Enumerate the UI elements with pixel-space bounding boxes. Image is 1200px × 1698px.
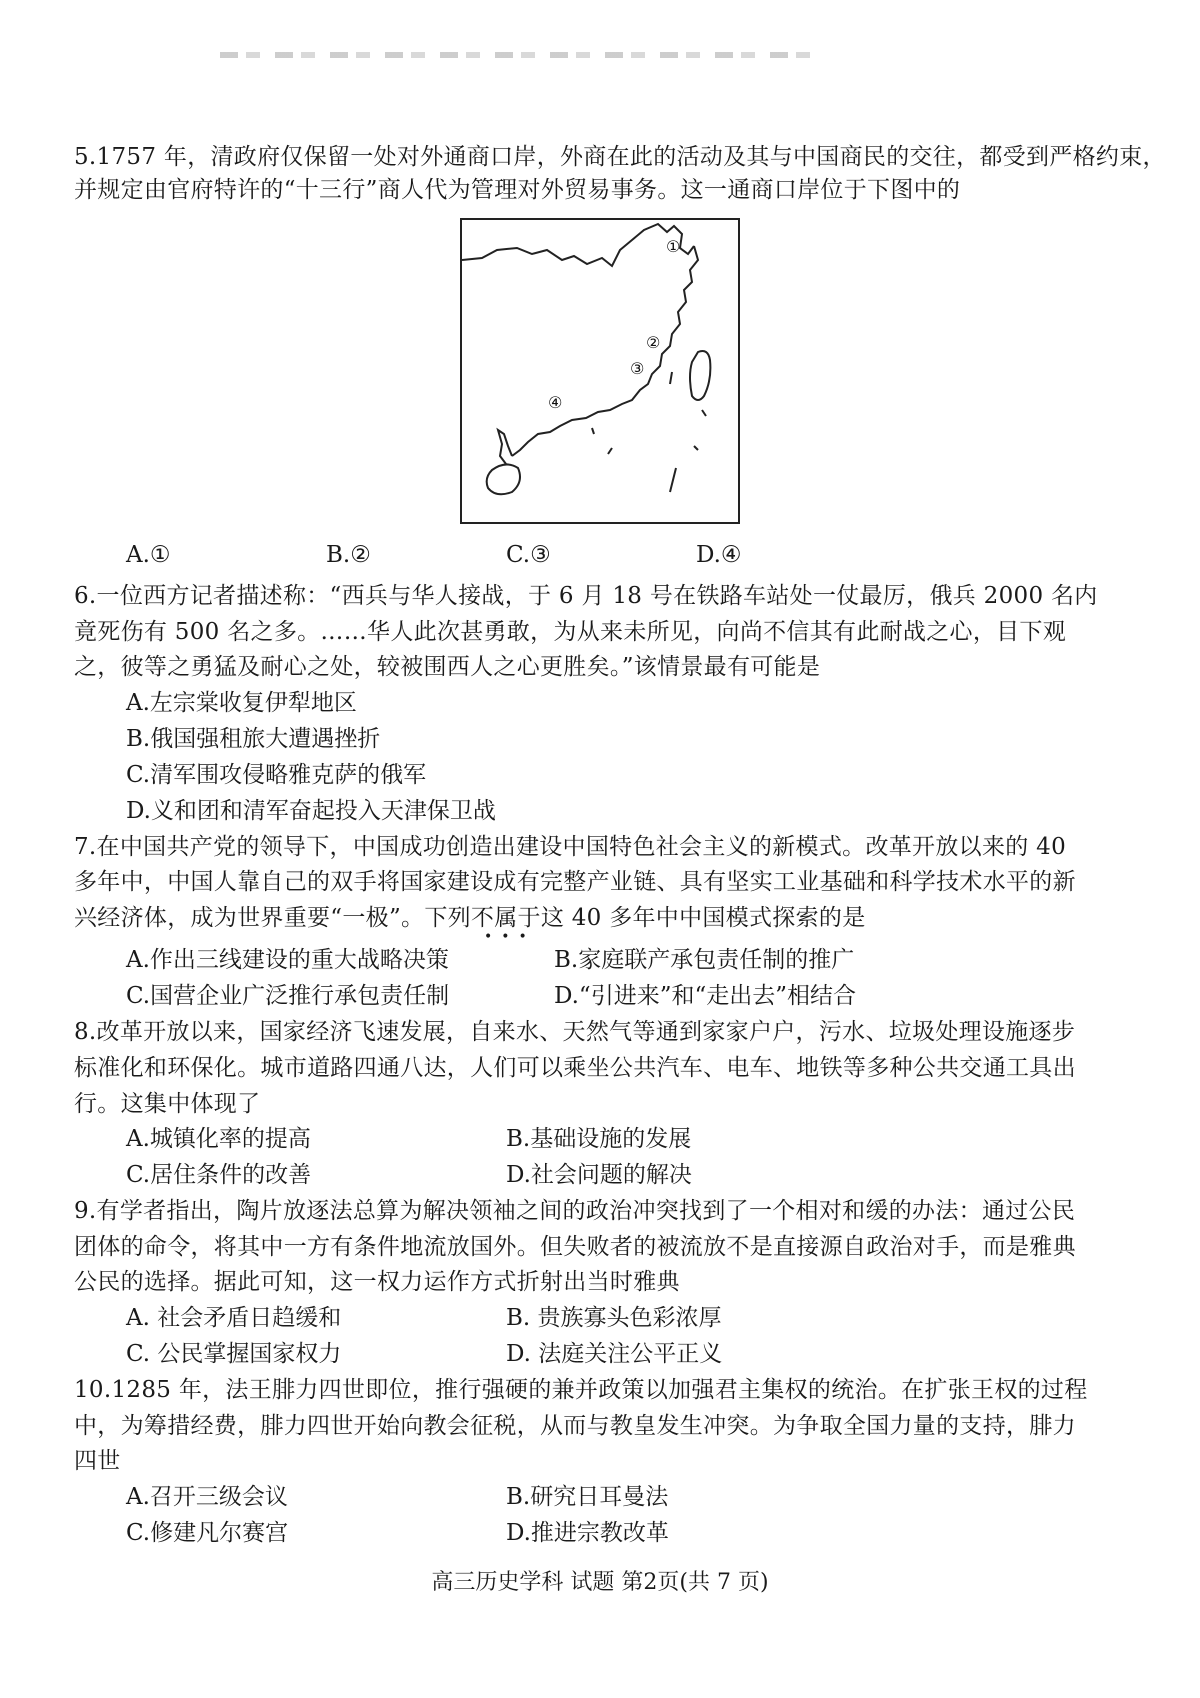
q10-option-d: D.推进宗教改革: [506, 1520, 669, 1546]
island-mark: [694, 446, 698, 450]
q7-option-a: A.作出三线建设的重大战略决策: [126, 947, 449, 973]
coastal-map: [460, 218, 740, 524]
map-marker-3: ③: [630, 359, 645, 378]
q6-option-a: A.左宗棠收复伊犁地区: [126, 690, 357, 716]
scan-artifact: [220, 52, 820, 58]
map-marker-2: ②: [646, 333, 661, 352]
q9-stem-line2: 团体的命令，将其中一方有条件地流放国外。但失败者的被流放不是直接源自政治对手，而是雅典: [74, 1234, 1076, 1260]
q5-option-d: D.④: [696, 542, 742, 568]
q8-stem-line2: 标准化和环保化。城市道路四通八达，人们可以乘坐公共汽车、电车、地铁等多种公共交通工具出: [74, 1055, 1076, 1081]
q10-option-c: C.修建凡尔赛宫: [126, 1520, 289, 1546]
q8-option-d: D.社会问题的解决: [506, 1162, 692, 1188]
page-footer: 高三历史学科 试题 第2页(共 7 页): [431, 1570, 769, 1595]
q5-stem-line1: 5.1757 年，清政府仅保留一处对外通商口岸，外商在此的活动及其与中国商民的交往，都受到严格约束，: [74, 144, 1166, 170]
q7-stem-line2: 多年中，中国人靠自己的双手将国家建设成有完整产业链、具有坚实工业基础和科学技术水平的新: [74, 869, 1076, 895]
hainan-island: [487, 464, 520, 494]
q7-option-d: D.“引进来”和“走出去”相结合: [554, 983, 856, 1009]
q10-stem-line1: 10.1285 年，法王腓力四世即位，推行强硬的兼并政策以加强君主集权的统治。在扩张王权的过程: [74, 1377, 1088, 1403]
map-marker-4: ④: [548, 393, 563, 412]
q9-option-d: D. 法庭关注公平正义: [506, 1341, 723, 1367]
q6-stem-line3: 之，彼等之勇猛及耐心之处，较被围西人之心更胜矣。”该情景最有可能是: [74, 654, 821, 680]
q9-stem-line3: 公民的选择。据此可知，这一权力运作方式折射出当时雅典: [74, 1269, 680, 1295]
q9-stem-line1: 9.有学者指出，陶片放逐法总算为解决领袖之间的政治冲突找到了一个相对和缓的办法：通过公民: [74, 1198, 1076, 1224]
q6-option-c: C.清军围攻侵略雅克萨的俄军: [126, 762, 427, 788]
emphasis-dots: •••: [484, 929, 536, 945]
island-mark: [670, 372, 672, 384]
q8-option-a: A.城镇化率的提高: [126, 1126, 311, 1152]
q8-stem-line3: 行。这集中体现了: [74, 1091, 261, 1117]
q7-stem-line1: 7.在中国共产党的领导下，中国成功创造出建设中国特色社会主义的新模式。改革开放以来的 40: [74, 834, 1067, 860]
q5-option-b: B.②: [326, 542, 371, 568]
q9-option-a: A. 社会矛盾日趋缓和: [126, 1305, 342, 1331]
q6-stem-line1: 6.一位西方记者描述称：“西兵与华人接战，于 6 月 18 号在铁路车站处一仗最厉，俄兵 2000 名内: [74, 583, 1098, 609]
q7-option-c: C.国营企业广泛推行承包责任制: [126, 983, 450, 1009]
q10-option-a: A.召开三级会议: [126, 1484, 288, 1510]
q7-stem-line3: 兴经济体，成为世界重要“一极”。下列不属于这 40 多年中中国模式探索的是: [74, 905, 866, 931]
map-marker-1: ①: [666, 237, 681, 256]
q10-stem-line2: 中，为筹措经费，腓力四世开始向教会征税，从而与教皇发生冲突。为争取全国力量的支持，腓力: [74, 1413, 1076, 1439]
q9-option-c: C. 公民掌握国家权力: [126, 1341, 342, 1367]
island-mark: [670, 468, 676, 492]
q8-option-b: B.基础设施的发展: [506, 1126, 692, 1152]
map-drawing: [462, 220, 738, 522]
inland-boundary-line: [462, 224, 694, 266]
island-mark: [702, 410, 706, 416]
q6-option-d: D.义和团和清军奋起投入天津保卫战: [126, 798, 496, 824]
island-mark: [592, 428, 594, 434]
q10-option-b: B.研究日耳曼法: [506, 1484, 669, 1510]
q6-option-b: B.俄国强租旅大遭遇挫折: [126, 726, 381, 752]
taiwan-island: [690, 351, 710, 400]
q9-option-b: B. 贵族寡头色彩浓厚: [506, 1305, 722, 1331]
east-coastline: [512, 246, 698, 456]
q5-option-c: C.③: [506, 542, 551, 568]
q7-option-b: B.家庭联产承包责任制的推广: [554, 947, 855, 973]
q6-stem-line2: 竟死伤有 500 名之多。……华人此次甚勇敢，为从来未所见，向尚不信其有此耐战之心，目下观: [74, 619, 1067, 645]
island-mark: [608, 448, 612, 454]
peninsula-outline: [498, 430, 512, 464]
q5-option-a: A.①: [126, 542, 171, 568]
q8-option-c: C.居住条件的改善: [126, 1162, 312, 1188]
q10-stem-line3: 四世: [74, 1448, 121, 1474]
q8-stem-line1: 8.改革开放以来，国家经济飞速发展，自来水、天然气等通到家家户户，污水、垃圾处理设施逐步: [74, 1019, 1076, 1045]
q5-stem-line2: 并规定由官府特许的“十三行”商人代为管理对外贸易事务。这一通商口岸位于下图中的: [74, 177, 961, 203]
